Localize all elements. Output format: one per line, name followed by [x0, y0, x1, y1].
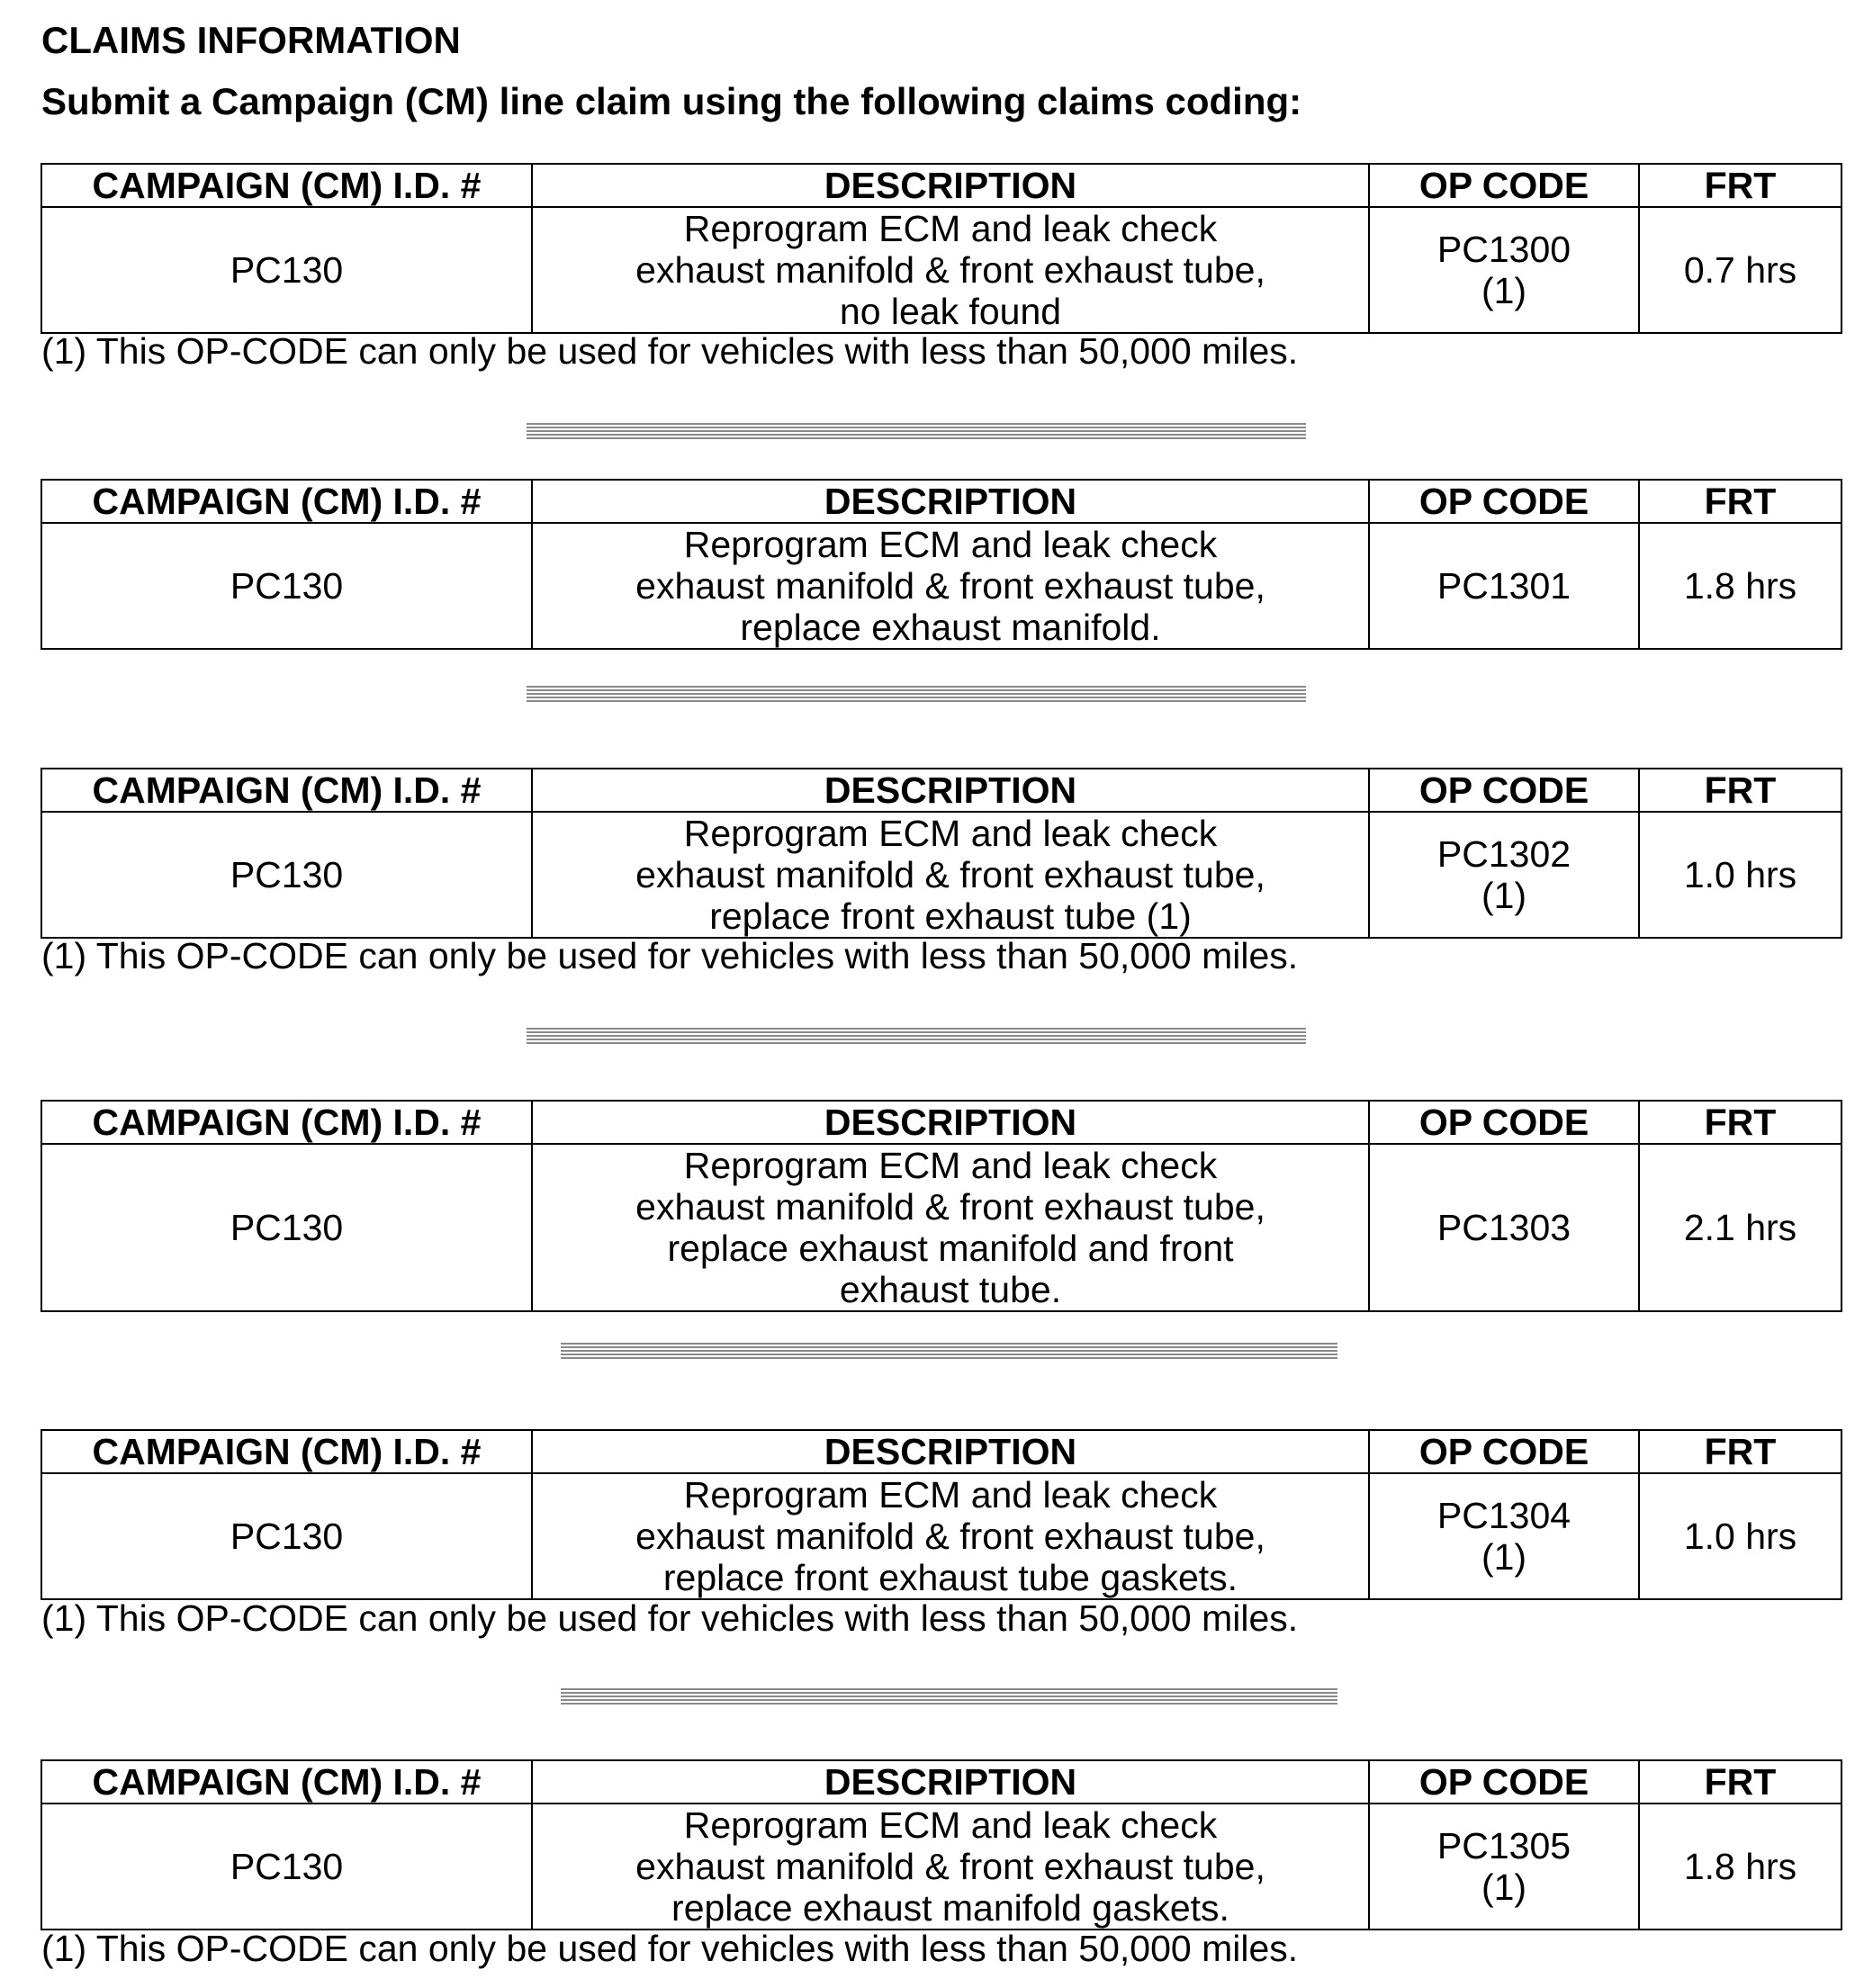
claims-table-block	[41, 1100, 1841, 1312]
description-line: replace front exhaust tube gaskets.	[662, 1557, 1238, 1598]
header-campaign: CAMPAIGN (CM) I.D. #	[41, 1101, 532, 1144]
op-code: PC1303	[1436, 1207, 1571, 1248]
description-line: Reprogram ECM and leak check	[683, 813, 1218, 854]
header-description: DESCRIPTION	[532, 1101, 1369, 1144]
claims-table	[41, 163, 1842, 334]
header-description: DESCRIPTION	[532, 1430, 1369, 1473]
page-title: CLAIMS INFORMATION	[41, 19, 461, 61]
frt-cell: 1.8 hrs	[1639, 1804, 1841, 1930]
frt-cell: 2.1 hrs	[1639, 1144, 1841, 1311]
description-line: replace front exhaust tube (1)	[709, 895, 1192, 937]
table-row	[41, 1144, 1841, 1311]
op-code: PC1301	[1436, 565, 1571, 607]
section-separator	[527, 1028, 1306, 1046]
description-cell	[532, 207, 1369, 333]
table-row	[41, 523, 1841, 649]
description-line: replace exhaust manifold gaskets.	[671, 1887, 1229, 1929]
op-code: PC1304	[1436, 1495, 1571, 1536]
header-campaign: CAMPAIGN (CM) I.D. #	[41, 769, 532, 812]
description-line: no leak found	[839, 291, 1062, 332]
op-code-cell	[1369, 812, 1639, 938]
claims-table	[41, 1429, 1842, 1600]
op-code-note: (1)	[1481, 1536, 1527, 1578]
op-code: PC1305	[1436, 1825, 1571, 1867]
header-campaign: CAMPAIGN (CM) I.D. #	[41, 1430, 532, 1473]
header-row	[41, 164, 1841, 207]
description-line: exhaust tube.	[839, 1269, 1062, 1310]
section-separator	[527, 686, 1306, 704]
description-line: Reprogram ECM and leak check	[683, 524, 1218, 565]
op-code-cell	[1369, 1144, 1639, 1311]
header-description: DESCRIPTION	[532, 769, 1369, 812]
campaign-id-cell: PC130	[41, 1804, 532, 1930]
claims-table	[41, 768, 1842, 939]
op-code-note: (1)	[1481, 875, 1527, 916]
op-code: PC1300	[1436, 229, 1571, 270]
op-code-cell	[1369, 207, 1639, 333]
header-row	[41, 480, 1841, 523]
description-line: Reprogram ECM and leak check	[683, 208, 1218, 249]
header-description: DESCRIPTION	[532, 164, 1369, 207]
description-cell	[532, 1473, 1369, 1599]
description-line: exhaust manifold & front exhaust tube,	[635, 854, 1265, 895]
campaign-id-cell: PC130	[41, 1473, 532, 1599]
claims-table	[41, 479, 1842, 650]
header-row	[41, 1760, 1841, 1804]
op-code-footnote: (1) This OP-CODE can only be used for vehicles with less than 50,000 miles.	[41, 935, 1299, 976]
description-cell	[532, 812, 1369, 938]
frt-cell: 0.7 hrs	[1639, 207, 1841, 333]
op-code-footnote: (1) This OP-CODE can only be used for vehicles with less than 50,000 miles.	[41, 1597, 1299, 1639]
table-row	[41, 812, 1841, 938]
description-line: exhaust manifold & front exhaust tube,	[635, 565, 1265, 607]
claims-table	[41, 1100, 1842, 1312]
table-row	[41, 1473, 1841, 1599]
description-line: Reprogram ECM and leak check	[683, 1474, 1218, 1516]
claims-table-block	[41, 479, 1841, 650]
claims-table-block	[41, 163, 1841, 334]
table-row	[41, 1804, 1841, 1930]
op-code-note: (1)	[1481, 1867, 1527, 1908]
header-frt: FRT	[1639, 1430, 1841, 1473]
header-campaign: CAMPAIGN (CM) I.D. #	[41, 480, 532, 523]
header-campaign: CAMPAIGN (CM) I.D. #	[41, 164, 532, 207]
description-cell	[532, 523, 1369, 649]
campaign-id-cell: PC130	[41, 207, 532, 333]
page-subtitle: Submit a Campaign (CM) line claim using the following claims coding:	[41, 80, 1302, 122]
op-code: PC1302	[1436, 833, 1571, 875]
section-separator	[561, 1688, 1337, 1706]
claims-table-block	[41, 768, 1841, 939]
description-line: exhaust manifold & front exhaust tube,	[635, 1846, 1265, 1887]
section-separator	[561, 1343, 1337, 1361]
campaign-id-cell: PC130	[41, 523, 532, 649]
op-code-footnote: (1) This OP-CODE can only be used for vehicles with less than 50,000 miles.	[41, 330, 1299, 372]
claims-table-block	[41, 1759, 1841, 1930]
frt-cell: 1.0 hrs	[1639, 812, 1841, 938]
op-code-note: (1)	[1481, 270, 1527, 311]
table-row	[41, 207, 1841, 333]
header-row	[41, 769, 1841, 812]
op-code-cell	[1369, 1473, 1639, 1599]
campaign-id-cell: PC130	[41, 1144, 532, 1311]
header-frt: FRT	[1639, 480, 1841, 523]
header-op-code: OP CODE	[1369, 1760, 1639, 1804]
description-cell	[532, 1804, 1369, 1930]
header-op-code: OP CODE	[1369, 1101, 1639, 1144]
header-op-code: OP CODE	[1369, 164, 1639, 207]
description-cell	[532, 1144, 1369, 1311]
header-op-code: OP CODE	[1369, 1430, 1639, 1473]
description-line: exhaust manifold & front exhaust tube,	[635, 1186, 1265, 1228]
header-frt: FRT	[1639, 164, 1841, 207]
header-description: DESCRIPTION	[532, 480, 1369, 523]
header-row	[41, 1430, 1841, 1473]
description-line: replace exhaust manifold.	[740, 607, 1161, 648]
header-op-code: OP CODE	[1369, 480, 1639, 523]
frt-cell: 1.8 hrs	[1639, 523, 1841, 649]
description-line: Reprogram ECM and leak check	[683, 1145, 1218, 1186]
description-line: exhaust manifold & front exhaust tube,	[635, 249, 1265, 291]
header-description: DESCRIPTION	[532, 1760, 1369, 1804]
description-line: exhaust manifold & front exhaust tube,	[635, 1516, 1265, 1557]
header-campaign: CAMPAIGN (CM) I.D. #	[41, 1760, 532, 1804]
header-frt: FRT	[1639, 769, 1841, 812]
claims-table-block	[41, 1429, 1841, 1600]
section-separator	[527, 423, 1306, 441]
op-code-cell	[1369, 1804, 1639, 1930]
frt-cell: 1.0 hrs	[1639, 1473, 1841, 1599]
op-code-footnote: (1) This OP-CODE can only be used for vehicles with less than 50,000 miles.	[41, 1928, 1299, 1969]
header-frt: FRT	[1639, 1760, 1841, 1804]
description-line: Reprogram ECM and leak check	[683, 1804, 1218, 1846]
op-code-cell	[1369, 523, 1639, 649]
description-line: replace exhaust manifold and front	[667, 1228, 1234, 1269]
header-frt: FRT	[1639, 1101, 1841, 1144]
header-row	[41, 1101, 1841, 1144]
campaign-id-cell: PC130	[41, 812, 532, 938]
header-op-code: OP CODE	[1369, 769, 1639, 812]
claims-table	[41, 1759, 1842, 1930]
